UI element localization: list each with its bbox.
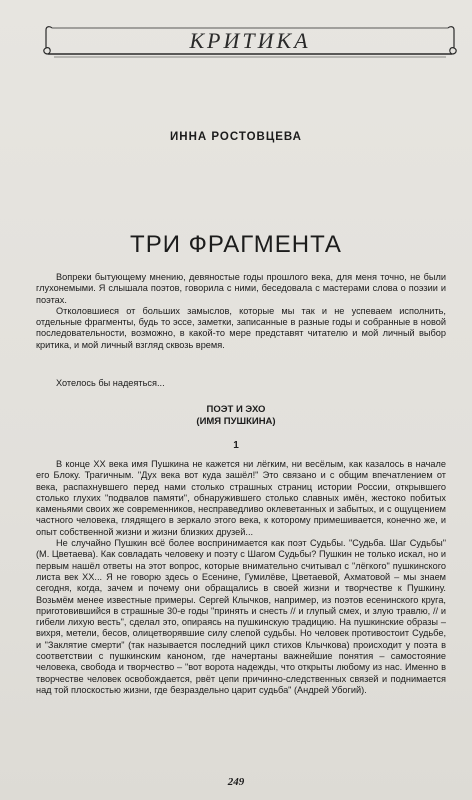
main-text bbox=[36, 459, 446, 696]
body-paragraph: Не случайно Пушкин всё более воспринимается как поэт Судьбы. "Судьба. Шаг Судьбы" (М. Цветаева). Как совладать человеку и поэту с Шагом Судьбы? Пушкин не только искал, но и первым нашёл ответы на этот вопрос, которые внимательно считывал с "лёгкого" пушкинского листа век XX... Я не говорю здесь о Есенине, Гумилёве, Цветаевой, Ахматовой – мы знаем сегодня, когда, зачем и почему они обращались в своей жизни и творчестве к Пушкину. Возьмём менее известные примеры. Сергей Клычков, например, из поэтов есенинского круга, приготовившийся в страшные 30-е годы "принять и снесть // и глупый смех, и злую травлю, // и гибели лихую весть", сделал это, опираясь на пушкинскую традицию. На пушкинские образы – вихря, метели, бесов, олицетворявшие силу слепой судьбы. Но человек противостоит Судьбе, и "Заклятие смерти" (так называется последний цикл стихов Клычкова) происходит у поэта в соответствии с пушкинским каноном, где начертаны важнейшие понятия – самостояние человека, свобода и творчество – "вот ворота надежды, что открыты любому из нас. Именно в творчестве человек освобождается, рвёт цепи причинно-следственных связей и поднимается над той плоскостью жизни, где безраздельно царит судьба" (Андрей Убогий). bbox=[36, 538, 446, 695]
article-author: ИННА РОСТОВЦЕВА bbox=[170, 131, 302, 143]
section-number: 1 bbox=[233, 440, 239, 451]
article-title: ТРИ ФРАГМЕНТА bbox=[130, 231, 342, 258]
intro-text bbox=[36, 272, 446, 351]
subheading-parenthetical: (ИМЯ ПУШКИНА) bbox=[196, 416, 276, 427]
page-number: 249 bbox=[227, 776, 245, 788]
body-paragraph: В конце XX века имя Пушкина не кажется ни лёгким, ни весёлым, как казалось в начале его Блоку. Трагичным. "Дух века вот куда зашёл!" Это связано и с общим впечатлением от века, распахнувшего перед нами столько страшных страниц истории России, открывшего столько глухих "подвалов памяти", обнаружившего столько славных имён, жестоко побитых каменьями своих же современников, несправедливо оклеветанных и забытых, и с ощущением частного человека, глядящего в зеркало этого века, к которому примешивается, конечно же, и опыт собственной жизни и жизни близких друзей... bbox=[36, 459, 446, 537]
subheading: ПОЭТ И ЭХО bbox=[206, 404, 266, 415]
intro-paragraph: Отколовшиеся от больших замыслов, которые мы так и не успеваем исполнить, отдельные фрагменты, будь то эссе, заметки, записанные в разные годы и собранные в новой последовательности, возможно, в какой-то мере представят читателю и мой личный выбор критика, и мой личный взгляд сквозь время. bbox=[36, 305, 446, 350]
intro-paragraph: Вопреки бытующему мнению, девяностые годы прошлого века, для меня точно, не были глухонемыми. Я слышала поэтов, говорила с ними, беседовала с мастерами слова о поэзии и поэтах. bbox=[36, 272, 446, 305]
section-banner bbox=[40, 24, 460, 58]
epigraph-line: Хотелось бы надеяться... bbox=[56, 378, 165, 388]
section-title: КРИТИКА bbox=[189, 28, 311, 53]
